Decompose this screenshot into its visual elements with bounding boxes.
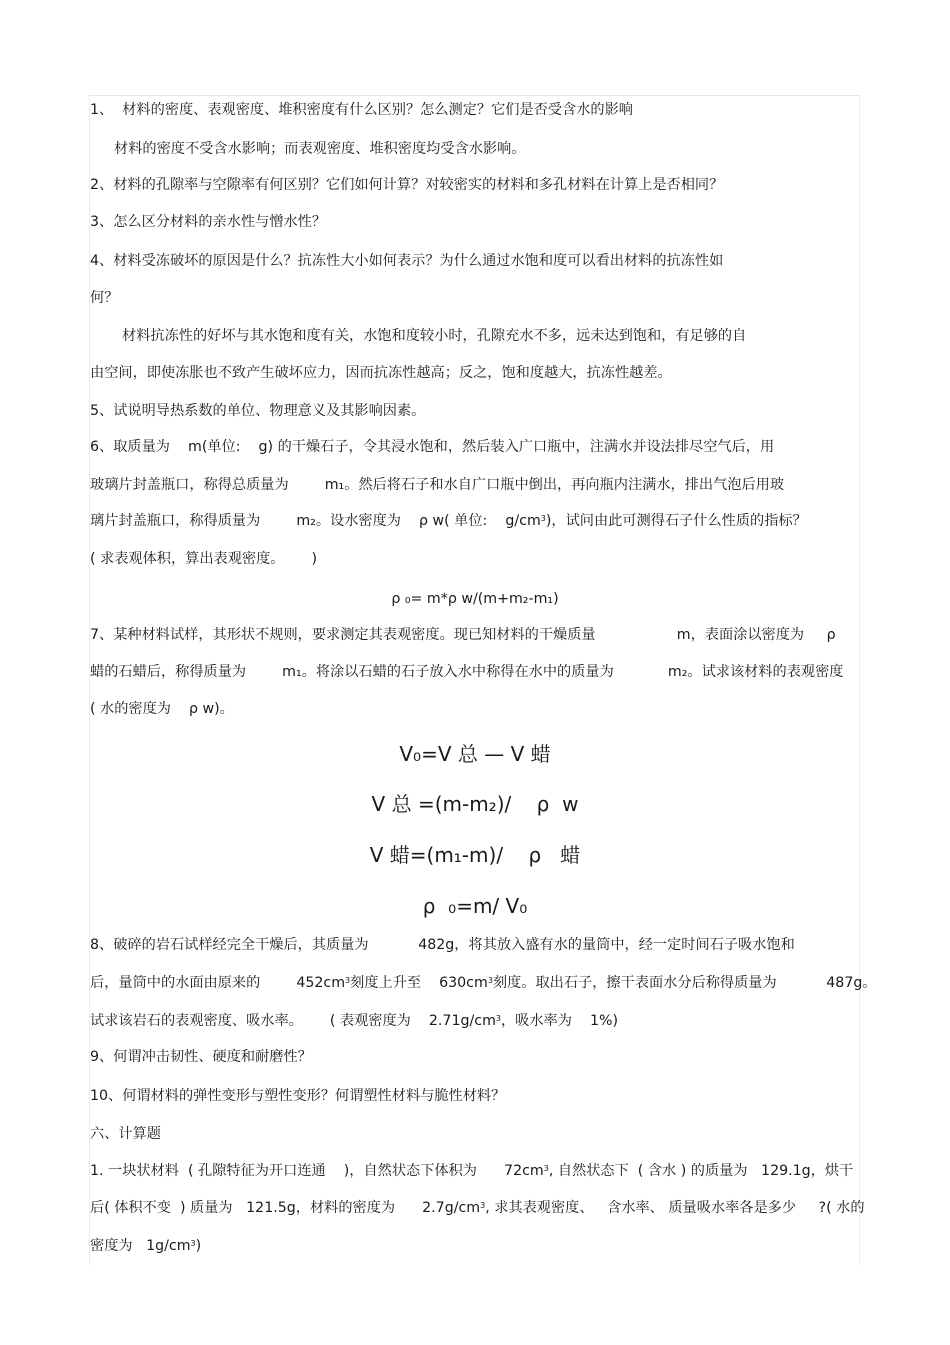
calc-1-line-3: 密度为 $1g/cm^3$) [90, 1238, 202, 1254]
answer-4-line-2: 由空间，即使冻胀也不致产生破坏应力，因而抗冻性越高；反之，饱和度越大，抗冻性越差。 [90, 365, 672, 381]
question-7-line-1: 7、某种材料试样，其形状不规则，要求测定其表观密度。现已知材料的干燥质量 m，表面涂以密度为 ρ [90, 627, 836, 643]
formula-7-v-wax: V 蜡=(m₁-m)/ ρ 蜡 [369, 843, 581, 867]
question-10: 10、何谓材料的弹性变形与塑性变形？何谓塑性材料与脆性材料？ [90, 1088, 506, 1104]
question-8-line-1: 8、破碎的岩石试样经完全干燥后，其质量为 482g，将其放入盛有水的量筒中，经一定时间石子吸水饱和 [90, 937, 795, 953]
question-4-line-2: 何？ [90, 290, 119, 306]
question-1: 1、 材料的密度、表观密度、堆积密度有什么区别？怎么测定？它们是否受含水的影响 [90, 102, 633, 118]
question-8-line-2: 后，量筒中的水面由原来的 $452cm^3$刻度上升至 $630cm^3$刻度。取出石子，擦干表面水分后称得质量为 487g。 [90, 975, 877, 991]
question-5: 5、试说明导热系数的单位、物理意义及其影响因素。 [90, 403, 426, 419]
question-8-line-3: 试求该岩石的表观密度、吸水率。 ( 表观密度为 $2.71g/cm^3$，吸水率为 1%) [90, 1013, 619, 1029]
formula-7-density: ρ ₀=m/ V₀ [422, 894, 528, 918]
calc-1-line-1: 1. 一块状材料 ( 孔隙特征为开口连通 )，自然状态下体积为 $72cm^3$, 自然状态下 ( 含水 ) 的质量为 129.1g，烘干 [90, 1163, 854, 1179]
question-6-line-2: 玻璃片封盖瓶口，称得总质量为 m₁。然后将石子和水自广口瓶中倒出，再向瓶内注满水，排出气泡后用玻 [90, 477, 785, 493]
question-2: 2、材料的孔隙率与空隙率有何区别？它们如何计算？对较密实的材料和多孔材料在计算上是否相同？ [90, 177, 724, 193]
answer-1: 材料的密度不受含水影响；而表观密度、堆积密度均受含水影响。 [114, 141, 526, 157]
question-3: 3、怎么区分材料的亲水性与憎水性？ [90, 214, 327, 230]
question-4-line-1: 4、材料受冻破坏的原因是什么？抗冻性大小如何表示？为什么通过水饱和度可以看出材料的抗冻性如 [90, 253, 724, 269]
question-6-line-1: 6、取质量为 m(单位: g) 的干燥石子，令其浸水饱和，然后装入广口瓶中，注满水并设法排尽空气后，用 [90, 439, 775, 455]
calc-1-line-2: 后( 体积不变 ) 质量为 121.5g，材料的密度为 $2.7g/cm^3$, 求其表观密度、 含水率、 质量吸水率各是多少 ?( 水的 [90, 1200, 865, 1216]
question-6-line-3: 璃片封盖瓶口，称得质量为 m₂。设水密度为 ρ w( 单位: $g/cm^3$)，试问由此可测得石子什么性质的指标？ [90, 513, 807, 529]
section-heading-calc: 六、计算题 [90, 1126, 161, 1142]
answer-6: ( 求表观体积，算出表观密度。 ) [90, 551, 318, 567]
question-9: 9、何谓冲击韧性、硬度和耐磨性？ [90, 1049, 312, 1065]
answer-4-line-1: 材料抗冻性的好坏与其水饱和度有关，水饱和度较小时，孔隙充水不多，远未达到饱和，有足够的自 [122, 328, 747, 344]
formula-6: ρ ₀= m*ρ w/(m+m₂-m₁) [391, 591, 559, 607]
formula-7-v0: V₀=V 总 — V 蜡 [399, 742, 551, 766]
question-7-line-3: ( 水的密度为 ρ w)。 [90, 701, 234, 717]
formula-7-v-total: V 总 =(m-m₂)/ ρ w [371, 792, 579, 816]
question-7-line-2: 蜡的石蜡后，称得质量为 m₁。将涂以石蜡的石子放入水中称得在水中的质量为 m₂。试求该材料的表观密度 [90, 664, 844, 680]
